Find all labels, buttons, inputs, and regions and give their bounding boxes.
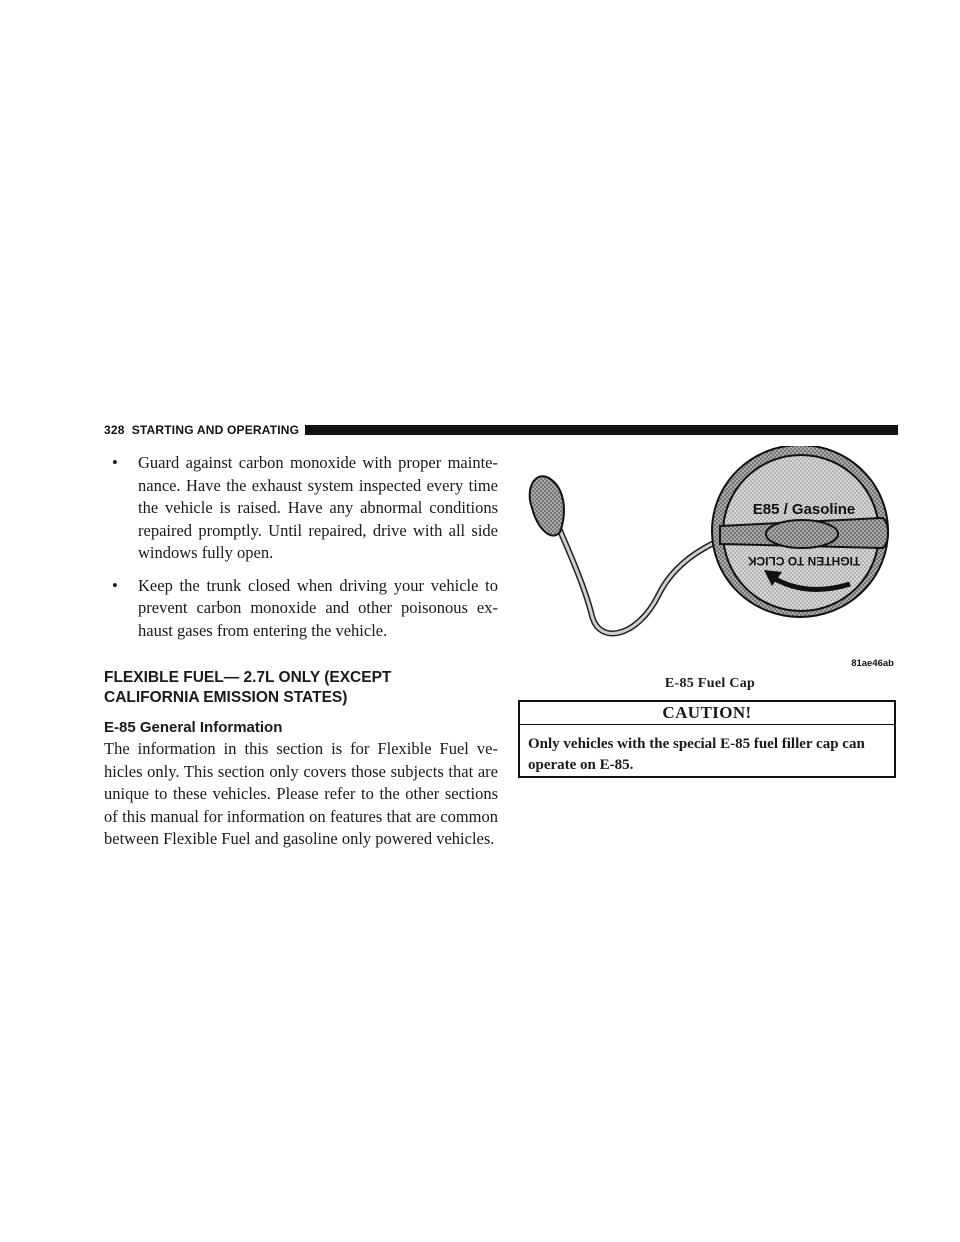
fuel-cap-illustration bbox=[520, 446, 900, 676]
section-heading: FLEXIBLE FUEL— 2.7L ONLY (EXCEPT CALIFORNIA EMISSION STATES) bbox=[104, 669, 392, 706]
bullet-dot: • bbox=[112, 575, 118, 595]
cap-label-bottom: TIGHTEN TO CLICK bbox=[747, 554, 861, 568]
caution-title: CAUTION! bbox=[520, 702, 894, 725]
page-header bbox=[104, 422, 898, 438]
page-number: 328 bbox=[104, 423, 125, 437]
bullet-item bbox=[104, 452, 498, 565]
image-code: 81ae46ab bbox=[851, 658, 894, 669]
section-title: STARTING AND OPERATING bbox=[131, 423, 300, 437]
sub-heading: E-85 General Information bbox=[104, 719, 283, 736]
bullet-item bbox=[104, 575, 498, 643]
left-column bbox=[104, 452, 498, 851]
bullet-text: Guard against carbon monoxide with proper mainte-nance. Have the exhaust system inspected every time the vehicle is raised. Have any abnormal conditions repaired promptly. Until repaired, drive with all side windows fully open. bbox=[138, 453, 498, 562]
bullet-text: Keep the trunk closed when driving your vehicle to prevent carbon monoxide and other poisonous ex-haust gases from entering the vehicle. bbox=[138, 575, 498, 640]
body-paragraph: The information in this section is for Flexible Fuel ve-hicles only. This section only covers those subjects that are unique to these vehicles. Please refer to the other sections of this manual for information on features that are common between Flexible Fuel and gasoline only powered vehicles. bbox=[104, 739, 498, 848]
header-rule bbox=[305, 425, 898, 435]
caution-box bbox=[518, 700, 896, 778]
bullet-dot: • bbox=[112, 453, 118, 472]
fuel-cap-figure bbox=[520, 446, 900, 676]
caution-text: Only vehicles with the special E-85 fuel filler cap can operate on E-85. bbox=[528, 736, 865, 773]
figure-caption: E-85 Fuel Cap bbox=[664, 676, 756, 691]
header-text bbox=[104, 423, 305, 437]
cap-label-top: E85 / Gasoline bbox=[752, 501, 856, 518]
